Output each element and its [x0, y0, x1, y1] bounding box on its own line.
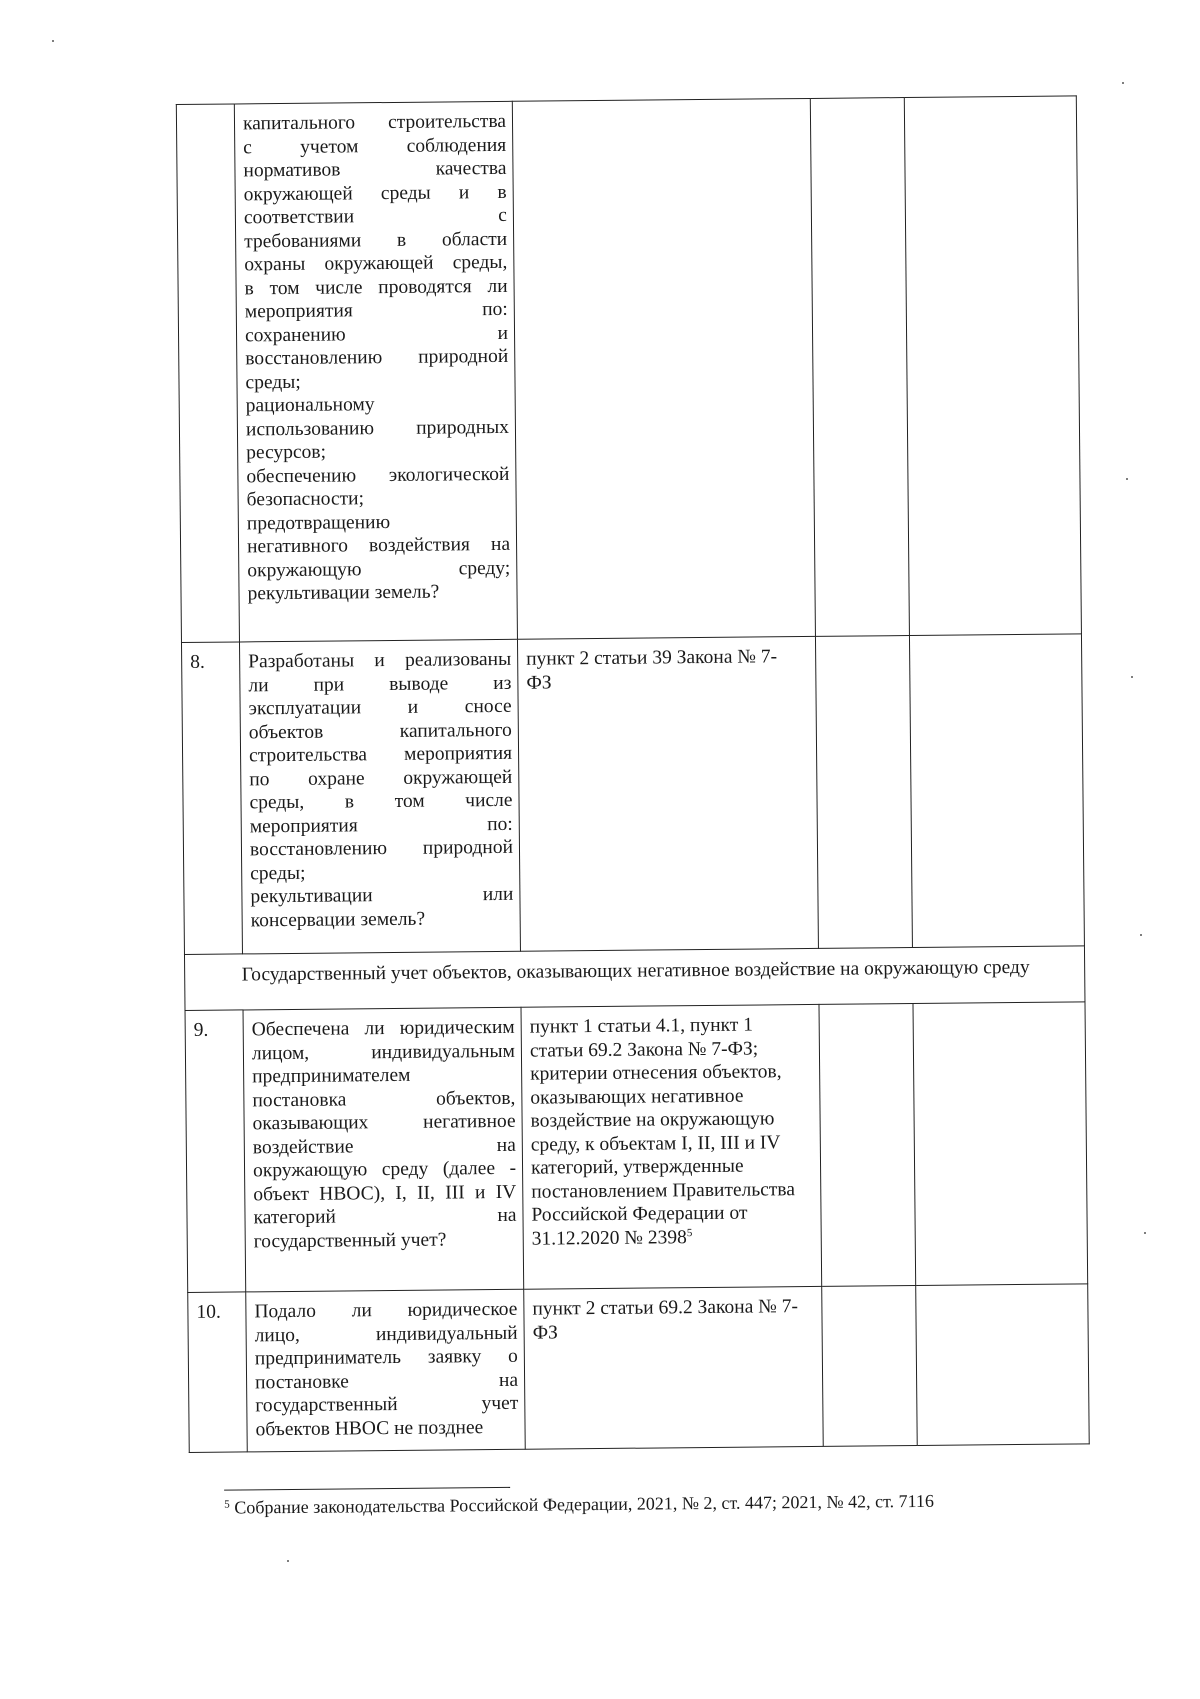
cell-line: среды;	[250, 862, 306, 884]
checklist-table	[176, 95, 1090, 1453]
question-cell	[243, 1007, 524, 1292]
cell-line: категорий на	[253, 1204, 517, 1229]
cell-line: объектов капитального	[248, 719, 512, 743]
cell-line: обеспечению экологической	[246, 463, 510, 487]
cell-line: предпринимателем	[252, 1064, 411, 1088]
row-number-cell: 10.	[188, 1292, 248, 1453]
cell-line: окружающей среды и в	[243, 181, 507, 205]
cell-line: эксплуатации и сносе	[248, 695, 512, 720]
cell-line: постановке на	[254, 1369, 519, 1393]
cell-line: ресурсов;	[246, 441, 327, 464]
cell-line: рекультивации или	[250, 883, 514, 908]
cell-line: постановлением Правительства	[531, 1178, 796, 1203]
cell-line: мероприятия по:	[244, 298, 508, 323]
cell-line: среды;	[245, 371, 301, 393]
cell-line: негативного воздействия на	[246, 533, 511, 558]
cell-line: требованиями в области	[244, 228, 508, 252]
section-heading: Государственный учет объектов, оказывающих негативное воздействие на окружающую среду	[184, 946, 1084, 1011]
cell-line: критерии отнесения объектов,	[530, 1061, 782, 1085]
question-cell	[239, 639, 520, 954]
cell-line: мероприятия по:	[249, 813, 513, 837]
cell-line: статьи 69.2 Закона № 7-ФЗ;	[529, 1037, 759, 1062]
cell-line: консервации земель?	[250, 908, 426, 931]
cell-line: оказывающих негативное	[530, 1085, 744, 1109]
row-number-cell	[176, 104, 239, 643]
scan-speck	[52, 40, 54, 42]
reference-cell	[512, 98, 815, 639]
cell-line: лицом, индивидуальным	[251, 1040, 516, 1064]
cell-line: пункт 2 статьи 69.2 Закона № 7-	[532, 1296, 798, 1320]
cell-line: Обеспечена ли юридическим	[251, 1016, 515, 1041]
cell-line: государственный учет?	[253, 1228, 447, 1252]
reference-cell	[517, 636, 818, 951]
scan-speck	[1131, 676, 1133, 678]
cell-line: ФЗ	[526, 671, 552, 694]
cell-line: окружающую среду;	[247, 557, 511, 581]
row-number-cell: 9.	[185, 1010, 246, 1293]
cell-line: окружающую среду (далее -	[252, 1157, 517, 1182]
cell-line: в том числе проводятся ли	[244, 275, 508, 299]
scan-speck	[1122, 82, 1124, 84]
cell-line: государственный учет	[255, 1392, 519, 1417]
footnote	[224, 1488, 1084, 1518]
scan-speck	[1140, 934, 1142, 936]
scan-speck	[1144, 1232, 1146, 1234]
footnote-text: Собрание законодательства Российской Федерации, 2021, № 2, ст. 447; 2021, № 42, ст. 7116	[234, 1490, 935, 1518]
cell-line: среду, к объектам I, II, III и IV	[530, 1131, 781, 1156]
reference-cell	[524, 1286, 824, 1449]
cell-line: ФЗ	[532, 1321, 558, 1344]
empty-cell	[909, 634, 1084, 948]
empty-cell	[819, 1004, 916, 1287]
table-row	[185, 1002, 1088, 1293]
scan-speck	[287, 1560, 289, 1562]
cell-line: Подало ли юридическое	[254, 1298, 518, 1323]
cell-line: оказывающих негативное	[252, 1110, 516, 1135]
table-row	[181, 634, 1084, 955]
cell-line: пункт 2 статьи 39 Закона № 7-	[526, 646, 778, 670]
scan-speck	[1126, 478, 1128, 480]
cell-line: предотвращению	[246, 511, 391, 534]
cell-line: рекультивации земель?	[247, 581, 440, 605]
question-cell	[246, 1289, 526, 1452]
cell-line: Российской Федерации от	[531, 1202, 748, 1226]
footnote-separator	[224, 1487, 510, 1491]
empty-cell	[810, 98, 909, 637]
footnote-reference-mark: 5	[686, 1226, 693, 1239]
empty-cell	[904, 96, 1081, 636]
cell-line: восстановлению природной	[245, 345, 509, 370]
cell-line: 31.12.2020 № 2398$^5$	[531, 1226, 693, 1250]
cell-line: ли при выводе из	[248, 672, 512, 696]
cell-line: использованию природных	[245, 416, 510, 440]
cell-line: воздействие на окружающую	[530, 1108, 775, 1132]
empty-cell	[913, 1002, 1088, 1286]
cell-line: строительства мероприятия	[248, 742, 513, 767]
empty-cell	[822, 1285, 918, 1446]
reference-cell	[521, 1004, 822, 1289]
cell-line: пункт 1 статьи 4.1, пункт 1	[529, 1014, 754, 1038]
cell-line: по охране окружающей	[249, 766, 513, 790]
cell-line: Разработаны и реализованы	[248, 648, 512, 673]
cell-line: нормативов качества	[243, 157, 507, 182]
section-row	[184, 946, 1084, 1011]
cell-line: объект НВОС), I, II, III и IV	[253, 1181, 517, 1205]
cell-line: рациональному	[245, 394, 375, 417]
cell-line: среды, в том числе	[249, 789, 513, 814]
cell-line: восстановлению природной	[249, 836, 514, 861]
question-cell	[234, 101, 517, 642]
footnote-mark: 5	[224, 1498, 230, 1511]
cell-line: лицо, индивидуальный	[254, 1322, 518, 1346]
cell-line: капитального строительства	[242, 110, 507, 135]
cell-line: охраны окружающей среды,	[244, 251, 508, 276]
cell-line: постановка объектов,	[252, 1087, 516, 1111]
cell-line: предприниматель заявку о	[254, 1345, 518, 1370]
cell-line: воздействие на	[252, 1134, 516, 1158]
empty-cell	[815, 636, 912, 949]
cell-line: сохранению и	[244, 322, 509, 346]
cell-line: безопасности;	[246, 488, 365, 511]
cell-line: с учетом соблюдения	[243, 134, 507, 158]
cell-line: объектов НВОС не позднее	[255, 1416, 484, 1440]
empty-cell	[916, 1284, 1090, 1446]
cell-line: соответствии с	[243, 204, 508, 229]
row-number-cell: 8.	[181, 642, 242, 955]
table-row	[176, 96, 1081, 643]
cell-line: категорий, утвержденные	[530, 1155, 744, 1179]
table-row	[188, 1284, 1089, 1453]
